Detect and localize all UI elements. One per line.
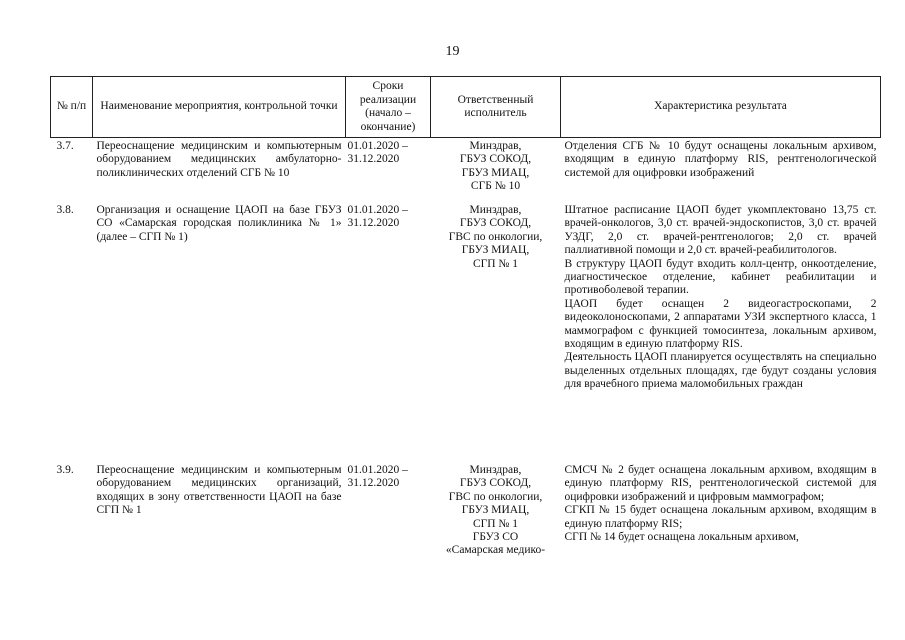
- measure-name: Организация и оснащение ЦАОП на базе ГБУЗ СО «Самарская городская поликлиника № 1» (далее – СГП № 1): [96, 204, 342, 243]
- result-paragraph: Отделения СГБ № 10 будут оснащены локальным архивом, входящим в единую платформу RIS, рентгенологической системой для оцифровки изображений: [564, 140, 877, 179]
- responsible-line: ГБУЗ СОКОД,: [459, 477, 532, 490]
- result-paragraph: СГП № 14 будет оснащена локальным архивом,: [564, 531, 799, 544]
- table-row: [51, 138, 881, 203]
- header-result: Характеристика результата: [561, 77, 881, 138]
- header-name: Наименование мероприятия, контрольной точки: [93, 77, 346, 138]
- result-paragraph: Штатное расписание ЦАОП будет укомплектовано 13,75 ст. врачей-онкологов, 3,0 ст. врачей-эндоскопистов, 3,0 ст. врачей УЗДГ, 2,0 ст. врачей-рентгенологов; 2,0 ст. врачей паллиативной помощи и 2,0 ст. врачей-реабилитологов.: [564, 204, 877, 257]
- header-num: № п/п: [51, 77, 93, 138]
- responsible-line: ГБУЗ СОКОД,: [459, 153, 532, 166]
- header-dates: Сроки реализации (начало – окончание): [346, 77, 431, 138]
- result-cell: [561, 462, 881, 558]
- measure-name: Переоснащение медицинским и компьютерным оборудованием медицинских амбулаторно-поликлинических отделений СГБ № 10: [96, 140, 342, 179]
- responsible-line: Минздрав,: [469, 204, 522, 216]
- measures-table: [50, 76, 880, 558]
- responsible-line: СГБ № 10: [470, 180, 521, 193]
- result-paragraph: СГКП № 15 будет оснащена локальным архивом, входящим в единую платформу RIS;: [564, 504, 877, 530]
- responsible-line: ГБУЗ СО: [472, 531, 519, 544]
- page-number: 19: [445, 44, 460, 59]
- responsible-line: СГП № 1: [472, 517, 519, 530]
- measure-dates: 01.01.2020 – 31.12.2020: [347, 140, 408, 166]
- result-cell: [561, 202, 881, 462]
- responsible-line: ГБУЗ МИАЦ,: [461, 166, 530, 179]
- responsible-cell: [431, 202, 561, 462]
- result-paragraph: ЦАОП будет оснащен 2 видеогастроскопами, 2 видеоколоноскопами, 2 аппаратами УЗИ экспертного класса, 1 маммографом с функцией томосинтеза, локальным архивом, входящим в единую платформу RIS.: [564, 297, 877, 351]
- table-row: [51, 202, 881, 462]
- table-header-row: [51, 77, 881, 138]
- row-number: 3.9.: [56, 464, 74, 476]
- responsible-line: ГВС по онкологии,: [448, 490, 543, 503]
- result-paragraph: В структуру ЦАОП будут входить колл-центр, онкоотделение, диагностическое отделение, кабинет реабилитации и противоболевой терапии.: [564, 257, 877, 297]
- responsible-line: Минздрав,: [469, 464, 522, 476]
- responsible-line: СГП № 1: [472, 257, 519, 270]
- measure-name: Переоснащение медицинским и компьютерным оборудованием медицинских организаций, входящих в зону ответственности ЦАОП на базе СГП № 1: [96, 464, 342, 517]
- responsible-line: ГБУЗ МИАЦ,: [461, 504, 530, 517]
- responsible-cell: [431, 462, 561, 558]
- result-cell: [561, 138, 881, 203]
- result-paragraph: СМСЧ № 2 будет оснащена локальным архивом, входящим в единую платформу RIS, рентгенологической системой для оцифровки изображений и цифровым маммографом;: [564, 464, 877, 503]
- responsible-line: ГВС по онкологии,: [448, 230, 543, 243]
- responsible-line: ГБУЗ МИАЦ,: [461, 244, 530, 257]
- responsible-line: «Самарская медико-: [445, 544, 546, 557]
- row-number: 3.8.: [56, 204, 74, 216]
- measure-dates: 01.01.2020 – 31.12.2020: [347, 464, 408, 490]
- responsible-line: Минздрав,: [469, 140, 522, 152]
- responsible-cell: [431, 138, 561, 203]
- table-row: [51, 462, 881, 558]
- header-responsible: Ответственный исполнитель: [431, 77, 561, 138]
- measure-dates: 01.01.2020 – 31.12.2020: [347, 204, 408, 230]
- row-number: 3.7.: [56, 140, 74, 152]
- responsible-line: ГБУЗ СОКОД,: [459, 217, 532, 230]
- result-paragraph: Деятельность ЦАОП планируется осуществлять на специально выделенных отдельных площадях, где будут созданы условия для врачебного приема маломобильных граждан: [564, 351, 877, 391]
